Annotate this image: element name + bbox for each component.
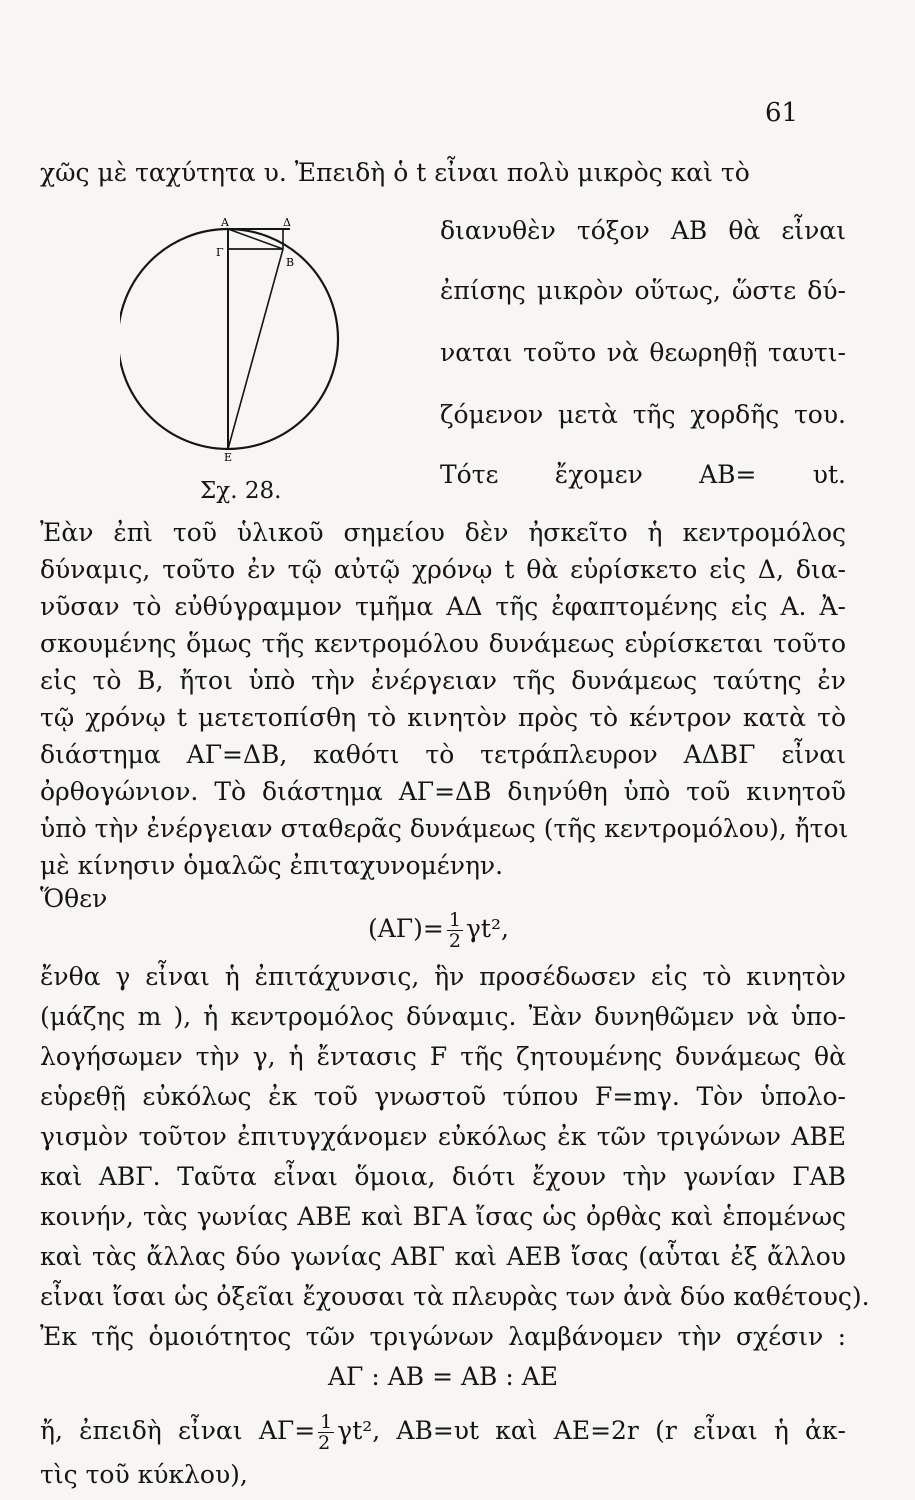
last-line-post: γt², ΑΒ=υt καὶ ΑΕ=2r (r εἶναι ἡ ἀκ- bbox=[337, 1416, 846, 1445]
text-line: δύναμις, τοῦτο ἐν τῷ αὐτῷ χρόνῳ t θὰ εὑρίσκετο εἰς Δ, δια- bbox=[40, 555, 846, 584]
text-line: λογήσωμεν τὴν γ, ἡ ἔντασις F τῆς ζητουμένης δυνάμεως θὰ bbox=[40, 1042, 846, 1071]
point-e-label: Ε bbox=[224, 451, 233, 464]
text-line: κοινήν, τὰς γωνίας ΑΒΕ καὶ ΒΓΑ ἴσας ὡς ὀρθὰς καὶ ἑπομένως bbox=[40, 1202, 846, 1231]
fraction bbox=[318, 1412, 334, 1453]
text-line: γισμὸν τοῦτον ἐπιτυγχάνομεν εὐκόλως ἐκ τῶν τριγώνων ΑΒΕ bbox=[40, 1122, 846, 1151]
text-line: Ὅθεν bbox=[40, 884, 108, 913]
equation-rhs: γt², bbox=[465, 914, 509, 943]
page-number: 61 bbox=[765, 98, 799, 128]
equation-2: ΑΓ : ΑΒ = ΑΒ : ΑΕ bbox=[327, 1362, 559, 1391]
text-line: διανυθὲν τόξον ΑΒ θὰ εἶναι bbox=[440, 216, 846, 245]
text-line: καὶ τὰς ἄλλας δύο γωνίας ΑΒΓ καὶ ΑΕΒ ἴσας (αὗται ἐξ ἄλλου bbox=[40, 1242, 846, 1271]
circle-figure bbox=[120, 214, 350, 464]
equation-lhs: (ΑΓ)= bbox=[368, 914, 444, 943]
text-line: χῶς μὲ ταχύτητα υ. Ἐπειδὴ ὁ t εἶναι πολὺ μικρὸς καὶ τὸ bbox=[40, 158, 750, 187]
fraction bbox=[447, 910, 463, 951]
text-line: Ἐὰν ἐπὶ τοῦ ὑλικοῦ σημείου δὲν ἠσκεῖτο ἡ κεντρομόλος bbox=[40, 518, 846, 547]
fraction-numerator: 1 bbox=[320, 1411, 333, 1433]
text-line: Ἐκ τῆς ὁμοιότητος τῶν τριγώνων λαμβάνομεν τὴν σχέσιν : bbox=[40, 1322, 846, 1351]
text-line: εἰς τὸ Β, ἤτοι ὑπὸ τὴν ἐνέργειαν τῆς δυνάμεως ταύτης ἐν bbox=[40, 666, 846, 695]
text-line: ἔνθα γ εἶναι ἡ ἐπιτάχυνσις, ἣν προσέδωσεν εἰς τὸ κινητὸν bbox=[40, 962, 846, 991]
text-line: ἐπίσης μικρὸν οὕτως, ὥστε δύ- bbox=[440, 276, 846, 305]
text-line: εἶναι ἴσαι ὡς ὀξεῖαι ἔχουσαι τὰ πλευρὰς των ἀνὰ δύο καθέτους). bbox=[40, 1282, 870, 1311]
text-line: σκουμένης ὅμως τῆς κεντρομόλου δυνάμεως εὑρίσκεται τοῦτο bbox=[40, 629, 846, 658]
point-g-label: Γ bbox=[216, 246, 224, 259]
text-line: διάστημα ΑΓ=ΔΒ, καθότι τὸ τετράπλευρον ΑΔΒΓ εἶναι bbox=[40, 740, 846, 769]
fraction-numerator: 1 bbox=[448, 909, 461, 931]
point-a-label: Α bbox=[221, 216, 229, 229]
text-line: ζόμενον μετὰ τῆς χορδῆς του. bbox=[440, 400, 846, 429]
text-line bbox=[40, 1412, 846, 1453]
text-line: Τότε ἔχομεν ΑΒ= υt. bbox=[440, 460, 846, 489]
point-d-label: Δ bbox=[283, 216, 291, 229]
fraction-denominator: 2 bbox=[448, 930, 461, 952]
text-line: μὲ κίνησιν ὁμαλῶς ἐπιταχυνομένην. bbox=[40, 851, 504, 880]
text-line: (μάζης m ), ἡ κεντρομόλος δύναμις. Ἐὰν δυνηθῶμεν νὰ ὑπο- bbox=[40, 1002, 846, 1031]
point-b-label: Β bbox=[286, 256, 295, 269]
equation-1 bbox=[368, 910, 509, 951]
text-line: καὶ ΑΒΓ. Ταῦτα εἶναι ὅμοια, διότι ἔχουν τὴν γωνίαν ΓΑΒ bbox=[40, 1162, 846, 1191]
text-line: τῷ χρόνῳ t μετετοπίσθη τὸ κινητὸν πρὸς τὸ κέντρον κατὰ τὸ bbox=[40, 703, 846, 732]
text-line: ὀρθογώνιον. Τὸ διάστημα ΑΓ=ΔΒ διηνύθη ὑπὸ τοῦ κινητοῦ bbox=[40, 777, 846, 806]
figure-caption: Σχ. 28. bbox=[200, 478, 282, 504]
text-line: εὑρεθῇ εὐκόλως ἐκ τοῦ γνωστοῦ τύπου F=mγ. Τὸν ὑπολο- bbox=[40, 1082, 846, 1111]
text-line: τὶς τοῦ κύκλου), bbox=[40, 1460, 248, 1489]
text-line: νῦσαν τὸ εὐθύγραμμον τμῆμα ΑΔ τῆς ἐφαπτομένης εἰς Α. Ἀ- bbox=[40, 592, 846, 621]
fraction-denominator: 2 bbox=[318, 1432, 331, 1454]
text-line: ὑπὸ τὴν ἐνέργειαν σταθερᾶς δυνάμεως (τῆς κεντρομόλου), ἤτοι bbox=[40, 814, 849, 843]
text-line: ναται τοῦτο νὰ θεωρηθῇ ταυτι- bbox=[440, 338, 846, 367]
last-line-pre: ἤ, ἐπειδὴ εἶναι ΑΓ= bbox=[40, 1416, 316, 1445]
